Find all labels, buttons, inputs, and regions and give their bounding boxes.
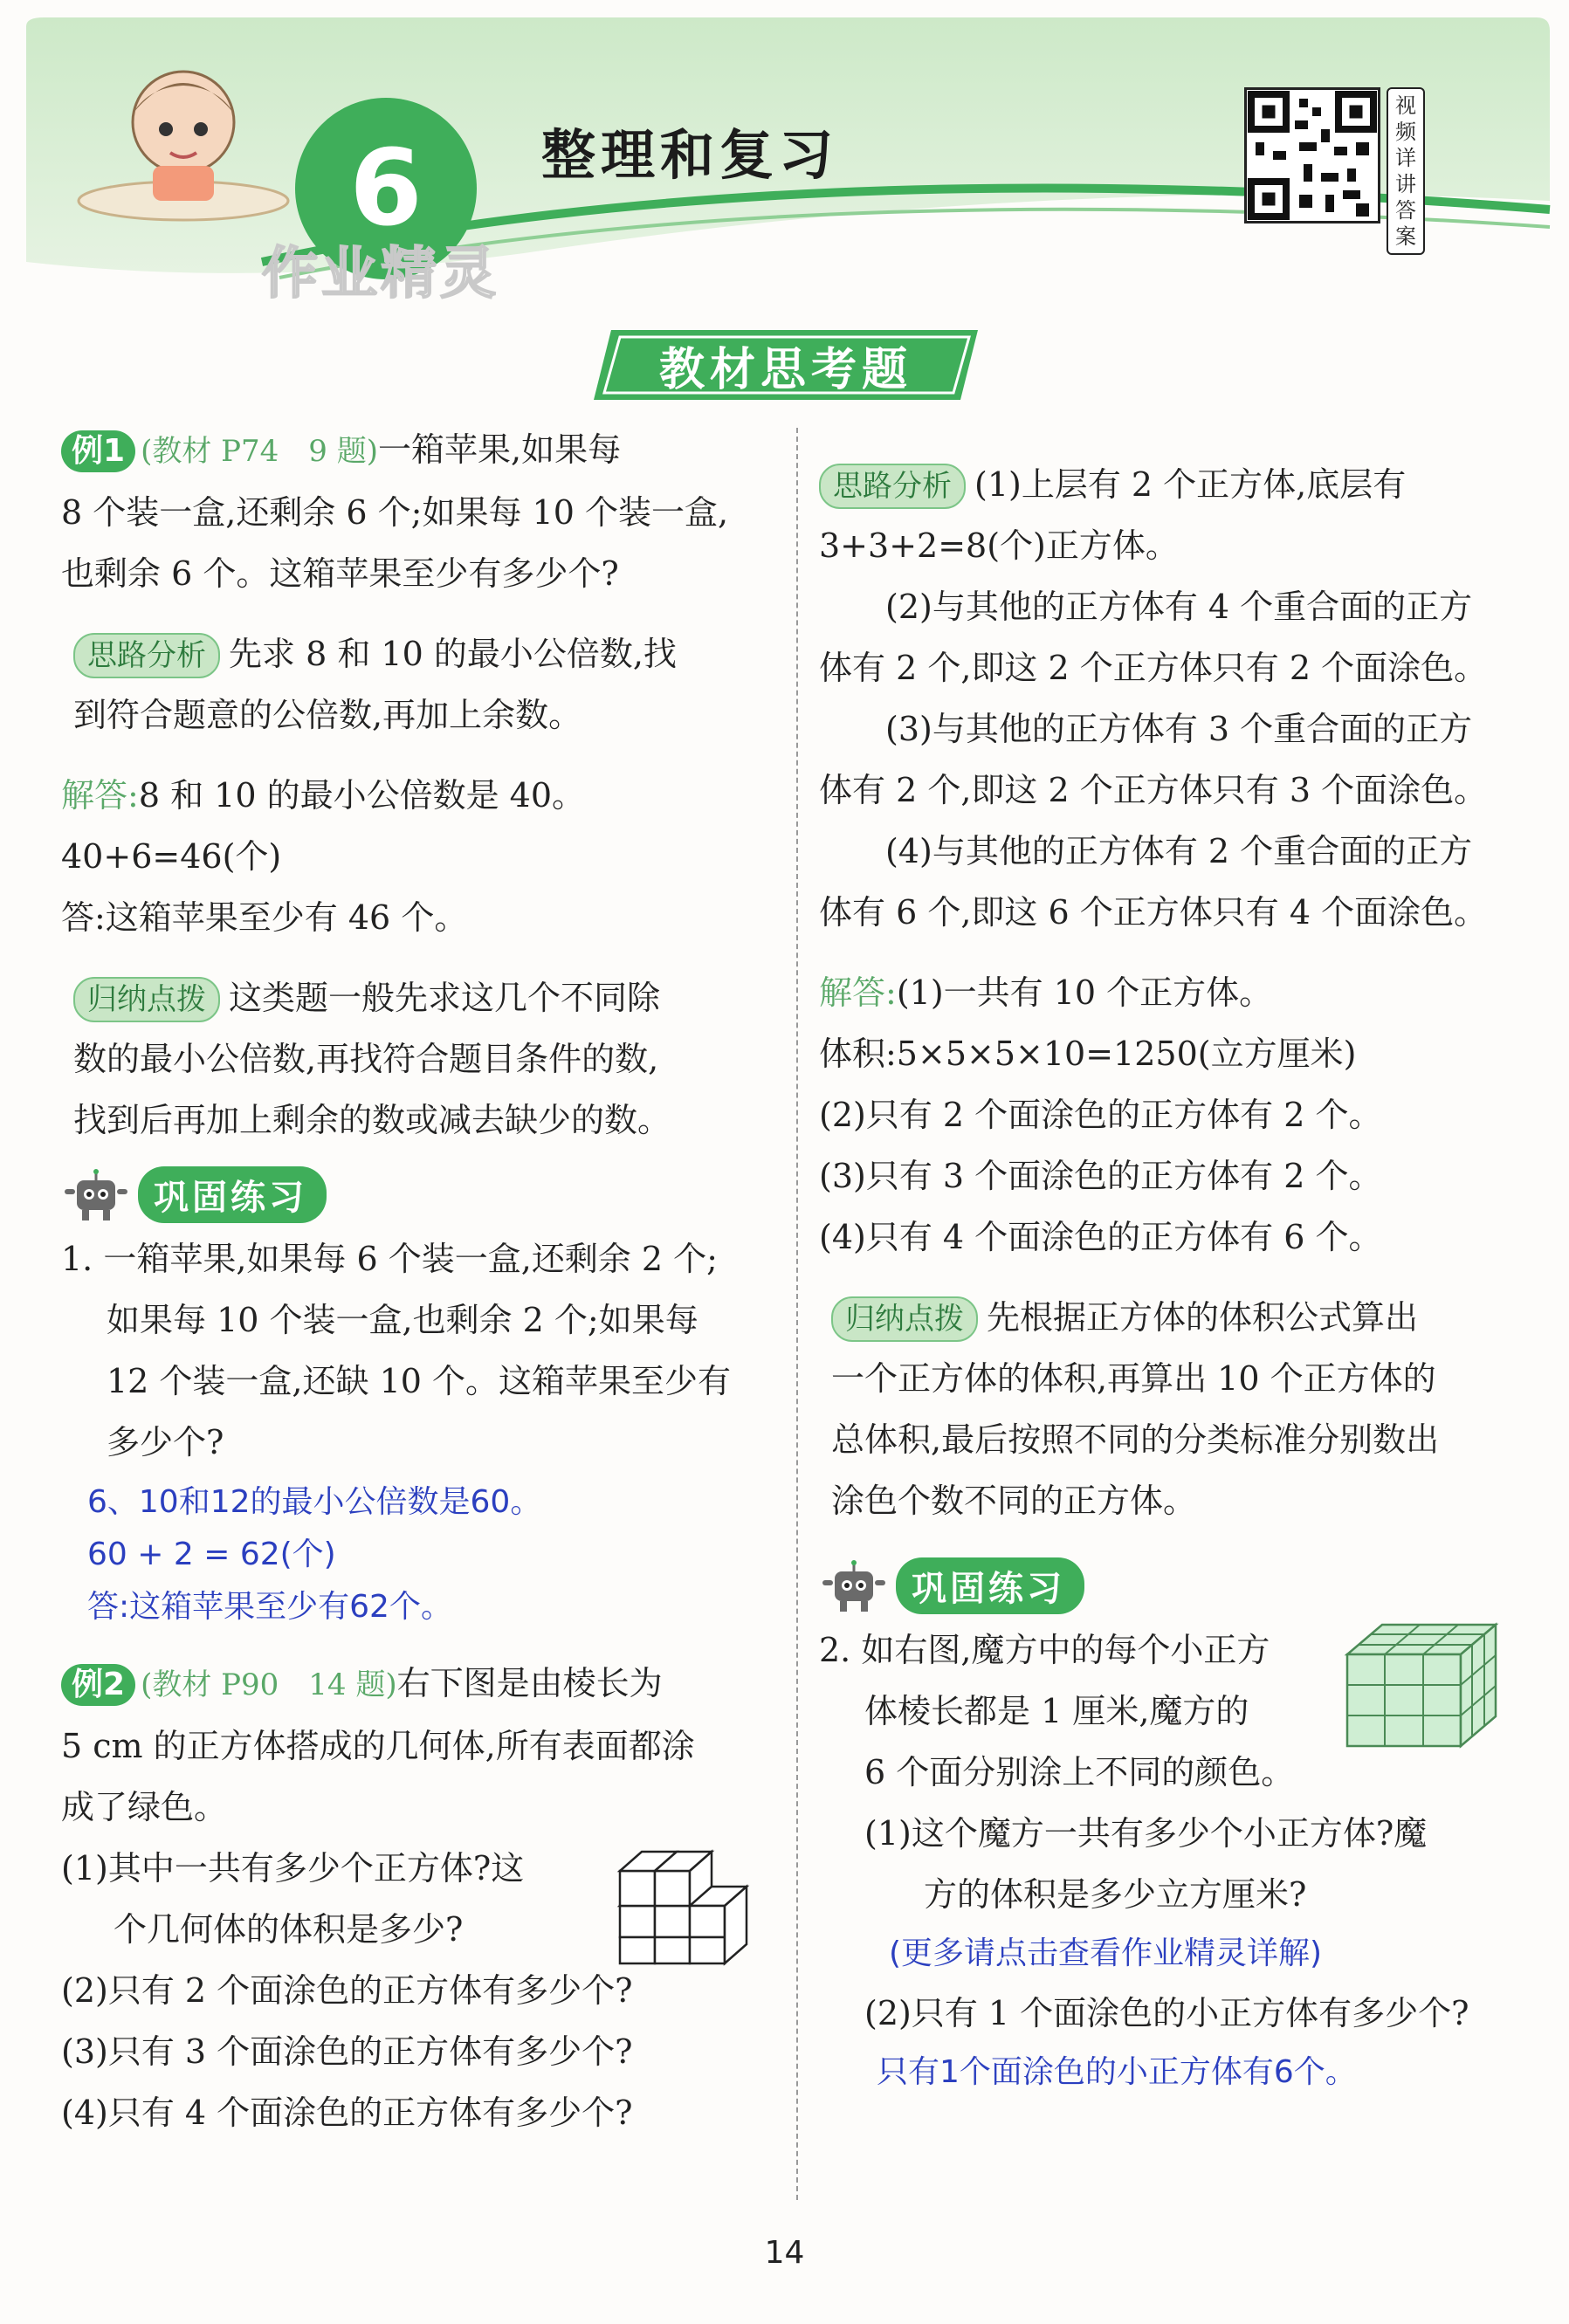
question-line: 如果每 10 个装一盒,也剩余 2 个;如果每	[107, 1301, 698, 1339]
answer-line: (3)只有 3 个面涂色的正方体有 2 个。	[819, 1157, 1382, 1195]
analysis-tag: 思路分析	[819, 464, 966, 509]
question-line: (1)这个魔方一共有多少个小正方体?魔	[864, 1814, 1428, 1853]
analysis-line: (1)上层有 2 个正方体,底层有	[974, 465, 1407, 504]
example-2-line: 成了绿色。	[61, 1788, 228, 1826]
handwritten-answer: 6、10和12的最小公倍数是60。	[87, 1484, 542, 1520]
question-line: 方的体积是多少立方厘米?	[924, 1875, 1307, 1914]
answer-label: 解答:	[61, 776, 139, 815]
example-1-analysis	[61, 623, 760, 746]
qr-code-icon[interactable]	[1244, 87, 1380, 223]
question-line: 2. 如右图,魔方中的每个小正方	[819, 1631, 1270, 1669]
example-2-summary	[819, 1287, 1509, 1531]
example-2-analysis	[819, 454, 1509, 943]
robot-icon	[61, 1168, 131, 1222]
rubiks-cube-figure	[1338, 1619, 1504, 1750]
handwritten-answer: 只有1个面涂色的小正方体有6个。	[877, 2054, 1357, 2090]
summary-line: 总体积,最后按照不同的分类标准分别数出	[831, 1420, 1440, 1459]
answer-line: (1)一共有 10 个正方体。	[896, 973, 1273, 1012]
question-line: 体棱长都是 1 厘米,魔方的	[864, 1692, 1249, 1730]
analysis-tag: 思路分析	[73, 633, 220, 678]
example-1-answer	[61, 765, 760, 948]
example-2-answer	[819, 962, 1509, 1268]
analysis-line: 体有 2 个,即这 2 个正方体只有 3 个面涂色。	[819, 771, 1488, 809]
practice-label: 巩固练习	[896, 1557, 1084, 1614]
summary-line: 一个正方体的体积,再算出 10 个正方体的	[831, 1359, 1436, 1398]
handwritten-answer: 答:这箱苹果至少有62个。	[87, 1589, 452, 1625]
question-2	[819, 1619, 1509, 2101]
chapter-number-badge: 6	[295, 98, 477, 279]
stacked-cubes-figure	[611, 1836, 760, 1967]
summary-line: 数的最小公倍数,再找符合题目条件的数,	[73, 1040, 659, 1078]
example-1-source: (教材 P74 9 题)	[141, 434, 378, 469]
example-1	[61, 419, 760, 604]
analysis-line: (3)与其他的正方体有 3 个重合面的正方	[885, 710, 1473, 748]
mascot-illustration	[70, 35, 297, 244]
answer-label: 解答:	[819, 973, 897, 1012]
chapter-header	[0, 0, 1569, 306]
example-2-question: (2)只有 2 个面涂色的正方体有多少个?	[61, 1971, 633, 2010]
page-number: 14	[764, 2235, 805, 2271]
summary-line: 找到后再加上剩余的数或减去缺少的数。	[73, 1101, 671, 1139]
example-1-line: 一箱苹果,如果每	[377, 430, 622, 469]
practice-header	[819, 1557, 1509, 1614]
question-line: 多少个?	[107, 1423, 224, 1461]
analysis-line: (4)与其他的正方体有 2 个重合面的正方	[885, 832, 1473, 870]
question-line: 1. 一箱苹果,如果每 6 个装一盒,还剩余 2 个;	[61, 1240, 718, 1278]
answer-line: (2)只有 2 个面涂色的正方体有 2 个。	[819, 1096, 1382, 1134]
answer-line: 8 和 10 的最小公倍数是 40。	[138, 776, 586, 815]
analysis-line: 到符合题意的公倍数,再加上余数。	[73, 696, 582, 734]
answer-line: (4)只有 4 个面涂色的正方体有 6 个。	[819, 1218, 1382, 1256]
left-column	[61, 419, 760, 2143]
watermark: 作业精灵	[262, 242, 499, 306]
analysis-line: (2)与其他的正方体有 4 个重合面的正方	[885, 588, 1473, 626]
answer-line: 40+6=46(个)	[61, 837, 282, 876]
example-2-question: (1)其中一共有多少个正方体?这	[61, 1849, 525, 1887]
right-column	[819, 419, 1509, 2101]
column-divider	[796, 428, 798, 2200]
analysis-line: 体有 2 个,即这 2 个正方体只有 2 个面涂色。	[819, 649, 1488, 687]
example-2-question: (3)只有 3 个面涂色的正方体有多少个?	[61, 2032, 633, 2071]
example-2-tag: 例2	[61, 1664, 135, 1706]
analysis-line: 3+3+2=8(个)正方体。	[819, 526, 1179, 565]
chapter-title: 整理和复习	[541, 123, 839, 187]
robot-icon	[819, 1559, 889, 1613]
practice-label: 巩固练习	[138, 1166, 327, 1223]
summary-line: 先根据正方体的体积公式算出	[987, 1298, 1419, 1337]
example-2	[61, 1653, 760, 2143]
analysis-line: 先求 8 和 10 的最小公倍数,找	[229, 635, 677, 673]
example-2-question: (4)只有 4 个面涂色的正方体有多少个?	[61, 2094, 633, 2132]
example-1-line: 也剩余 6 个。这箱苹果至少有多少个?	[61, 554, 619, 593]
summary-line: 涂色个数不同的正方体。	[831, 1482, 1197, 1520]
handwritten-answer: 60 + 2 = 62(个)	[87, 1537, 336, 1572]
example-1-tag: 例1	[61, 430, 135, 472]
answer-line: 体积:5×5×5×10=1250(立方厘米)	[819, 1035, 1357, 1073]
example-2-source: (教材 P90 14 题)	[141, 1667, 397, 1702]
example-1-summary	[61, 967, 760, 1151]
qr-caption: 视频详讲答案	[1387, 87, 1425, 255]
more-details-link[interactable]: (更多请点击查看作业精灵详解)	[889, 1936, 1323, 1971]
summary-line: 这类题一般先求这几个不同除	[229, 979, 661, 1017]
example-2-question: 个几何体的体积是多少?	[114, 1910, 464, 1949]
analysis-line: 体有 6 个,即这 6 个正方体只有 4 个面涂色。	[819, 893, 1488, 932]
question-line: 12 个装一盒,还缺 10 个。这箱苹果至少有	[107, 1362, 732, 1400]
summary-tag: 归纳点拨	[831, 1296, 978, 1342]
answer-line: 答:这箱苹果至少有 46 个。	[61, 898, 468, 937]
example-2-line: 右下图是由棱长为	[396, 1664, 663, 1702]
example-2-line: 5 cm 的正方体搭成的几何体,所有表面都涂	[61, 1727, 695, 1765]
question-1-answer	[61, 1476, 760, 1633]
example-1-line: 8 个装一盒,还剩余 6 个;如果每 10 个装一盒,	[61, 493, 729, 532]
question-1	[61, 1228, 760, 1633]
section-banner-title: 教材思考题	[658, 343, 912, 396]
question-line: 6 个面分别涂上不同的颜色。	[864, 1753, 1295, 1791]
practice-header	[61, 1166, 760, 1223]
section-banner	[594, 325, 978, 405]
question-line: (2)只有 1 个面涂色的小正方体有多少个?	[864, 1994, 1469, 2032]
summary-tag: 归纳点拨	[73, 977, 220, 1022]
